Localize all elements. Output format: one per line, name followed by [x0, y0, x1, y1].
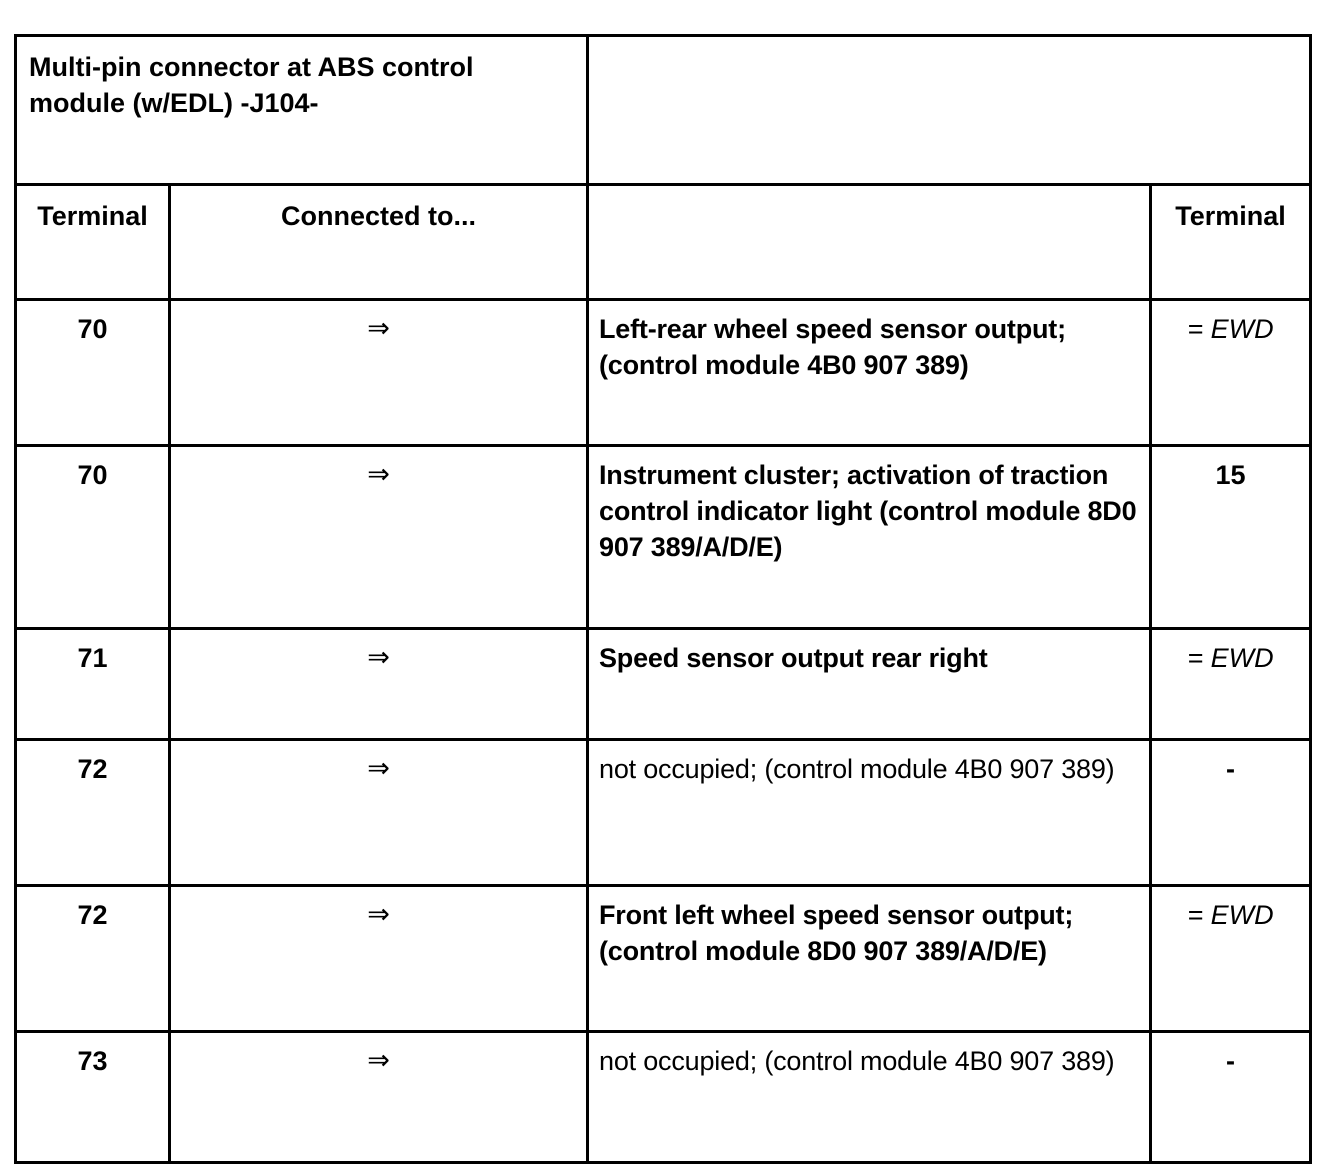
column-header-terminal-left: Terminal [16, 185, 170, 300]
table-title-row [16, 36, 1311, 185]
terminal-number: 72 [16, 740, 170, 886]
pin-description: Front left wheel speed sensor output; (control module 8D0 907 389/A/D/E) [588, 886, 1151, 1032]
column-header-row [16, 185, 1311, 300]
terminal-number: 73 [16, 1032, 170, 1163]
table-row [16, 1032, 1311, 1163]
terminal-reference: = EWD [1151, 886, 1311, 1032]
arrow-icon: ⇒ [170, 886, 588, 1032]
column-header-connected-to: Connected to... [170, 185, 588, 300]
column-header-description [588, 185, 1151, 300]
arrow-icon: ⇒ [170, 446, 588, 629]
connector-pin-table [14, 34, 1312, 1164]
terminal-reference: = EWD [1151, 300, 1311, 446]
title-right-cell [588, 36, 1311, 185]
terminal-number: 72 [16, 886, 170, 1032]
connector-title-cell [16, 36, 588, 185]
terminal-number: 71 [16, 629, 170, 740]
pin-description: Speed sensor output rear right [588, 629, 1151, 740]
pin-description: not occupied; (control module 4B0 907 389) [588, 740, 1151, 886]
table-row [16, 300, 1311, 446]
table-row [16, 740, 1311, 886]
arrow-icon: ⇒ [170, 740, 588, 886]
terminal-reference: - [1151, 740, 1311, 886]
arrow-icon: ⇒ [170, 629, 588, 740]
connector-title: Multi-pin connector at ABS control module (w/EDL) -J104- [29, 52, 474, 118]
terminal-number: 70 [16, 300, 170, 446]
terminal-reference: - [1151, 1032, 1311, 1163]
table-row [16, 886, 1311, 1032]
terminal-reference: 15 [1151, 446, 1311, 629]
pin-description: Instrument cluster; activation of traction control indicator light (control module 8D0 907 389/A/D/E) [588, 446, 1151, 629]
terminal-reference: = EWD [1151, 629, 1311, 740]
arrow-icon: ⇒ [170, 300, 588, 446]
arrow-icon: ⇒ [170, 1032, 588, 1163]
terminal-number: 70 [16, 446, 170, 629]
pin-description: not occupied; (control module 4B0 907 389) [588, 1032, 1151, 1163]
table-row [16, 446, 1311, 629]
pin-description: Left-rear wheel speed sensor output; (control module 4B0 907 389) [588, 300, 1151, 446]
table-row [16, 629, 1311, 740]
column-header-terminal-right: Terminal [1151, 185, 1311, 300]
